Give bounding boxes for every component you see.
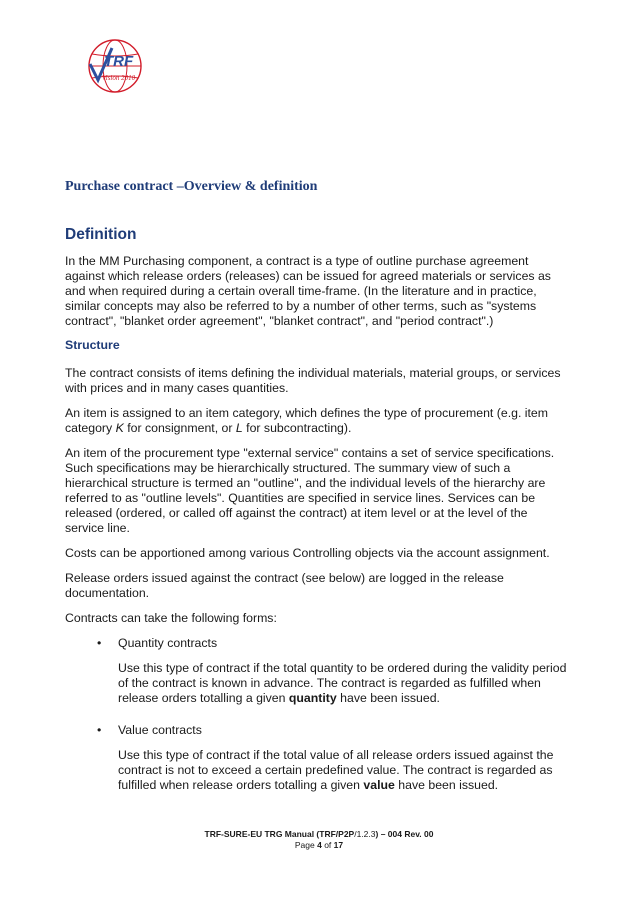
p2-text-b: for consignment, or <box>123 421 236 435</box>
document-title: Purchase contract –Overview & definition <box>65 179 318 194</box>
manual-version: /1.2.3 <box>354 829 376 839</box>
definition-heading: Definition <box>65 226 137 243</box>
manual-name: TRF-SURE-EU TRG Manual (TRF/P2P <box>204 829 355 839</box>
page-of: of <box>321 840 334 850</box>
manual-reference <box>0 829 638 840</box>
p2-text-a: An item is assigned to an item category, which defines the type of procurement (e.g. item category <box>65 406 549 435</box>
list-item <box>65 636 567 706</box>
form-description <box>118 661 567 706</box>
structure-paragraph-6: Contracts can take the following forms: <box>65 611 277 625</box>
desc-text-a: Use this type of contract if the total quantity to be ordered during the validity period of the contract is known in advance. The contract is regarded as fulfilled when release orders totalling a given <box>118 661 567 705</box>
form-title: Value contracts <box>118 723 202 737</box>
manual-revision: ) – 004 Rev. 00 <box>375 829 434 839</box>
form-title: Quantity contracts <box>118 636 218 650</box>
desc-text-a: Use this type of contract if the total value of all release orders issued against the contract is not to exceed a certain predefined value. The contract is regarded as fulfilled when release orders totalling a given <box>118 748 554 792</box>
page-total: 17 <box>333 840 344 850</box>
page-footer <box>0 829 638 851</box>
logo-text: TRF <box>104 53 134 70</box>
trf-logo <box>82 36 148 96</box>
structure-paragraph-3: An item of the procurement type "external service" contains a set of service specifications. Such specifications may be hierarchically structured. The summary view of such a hierarchical structure is termed an "outline", and the individual levels of the hierarchy are referred to as "outline levels". Quantities are specified in service lines. Services can be released (ordered, or called off against the contract) at item level or at the level of the service line. <box>65 446 555 535</box>
page-current: 4 <box>317 840 322 850</box>
p2-category-l: L <box>235 421 243 435</box>
structure-heading: Structure <box>65 338 120 352</box>
desc-bold: value <box>363 778 395 792</box>
desc-bold: quantity <box>288 691 337 705</box>
structure-paragraph-1: The contract consists of items defining the individual materials, material groups, or services with prices and in many cases quantities. <box>65 366 561 395</box>
desc-text-b: have been issued. <box>394 778 499 792</box>
form-description <box>118 748 567 793</box>
structure-paragraph-5: Release orders issued against the contract (see below) are logged in the release documentation. <box>65 571 504 600</box>
bullet-icon: • <box>97 723 102 737</box>
p2-category-k: K <box>115 421 124 435</box>
document-body <box>65 226 567 810</box>
definition-text: In the MM Purchasing component, a contract is a type of outline purchase agreement against which release orders (releases) can be issued for agreed materials or services as and when required during a certain overall time-frame. (In the literature and in practice, similar concepts may also be referred to by a number of other terms, such as "systems contract", "blanket order agreement", "blanket contract", and "period contract".) <box>65 254 551 328</box>
desc-text-b: have been issued. <box>336 691 440 705</box>
page-label: Page <box>294 840 318 850</box>
globe-logo-icon <box>82 36 148 96</box>
p2-text-c: for subcontracting). <box>242 421 352 435</box>
contract-forms-list <box>65 636 567 793</box>
list-item <box>65 723 567 793</box>
structure-paragraph-2 <box>65 406 567 436</box>
bullet-icon: • <box>97 636 102 650</box>
structure-paragraph-4: Costs can be apportioned among various Controlling objects via the account assignment. <box>65 546 550 560</box>
page-number <box>0 840 638 851</box>
logo-tagline: Vision 2010 <box>102 74 136 82</box>
